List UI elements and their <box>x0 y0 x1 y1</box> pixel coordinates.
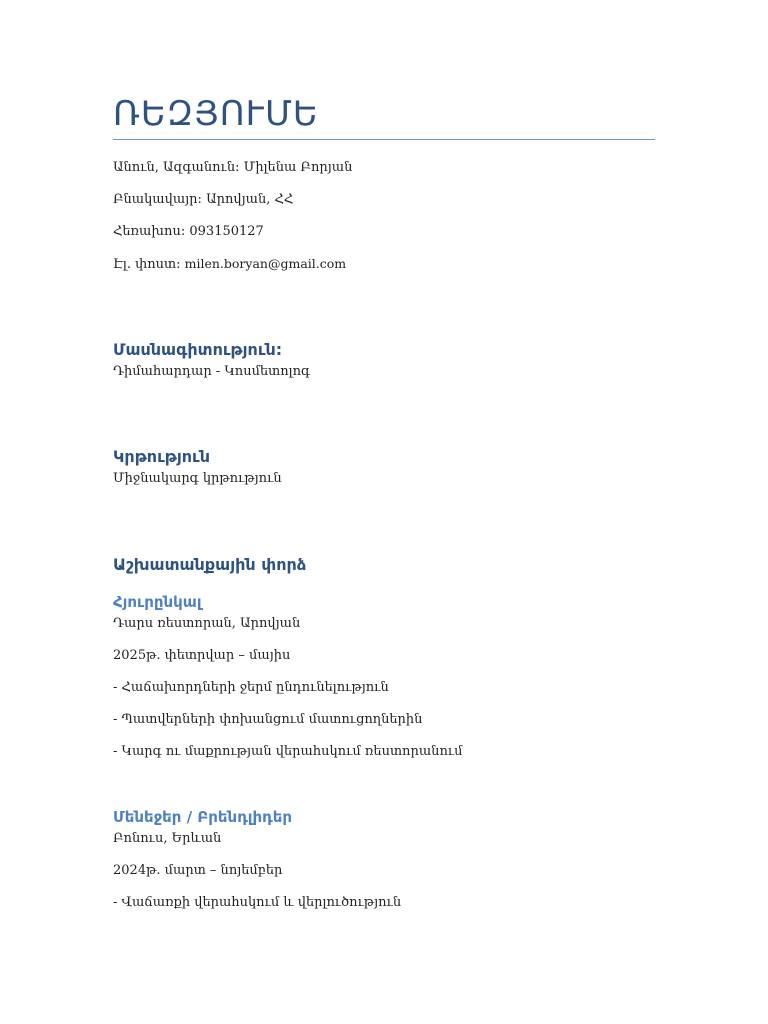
contact-email <box>113 255 346 274</box>
job-1-duty-2: - Պատվերների փոխանցում մատուցողներին <box>113 712 423 727</box>
contact-phone-label: Հեռախոս: <box>113 224 186 239</box>
job-2-company: Բոնուս, Երևան <box>113 831 222 846</box>
contact-residence <box>113 191 293 209</box>
job-1-position: Հյուրընկալ <box>113 593 202 611</box>
contact-residence-value: Արովյան, ՀՀ <box>206 192 294 207</box>
resume-title: ՌԵԶՅՈՒՄԵ <box>113 94 319 134</box>
title-divider <box>113 139 655 140</box>
job-1-company: Դարս ռեստորան, Արովյան <box>113 616 301 631</box>
profession-value: Դիմահարդար - Կոսմետոլոգ <box>113 364 311 379</box>
job-2-position: Մենեջեր / Բրենդլիդեր <box>113 808 292 826</box>
job-2-duty-1: - Վաճառքի վերահսկում և վերլուծություն <box>113 895 402 910</box>
contact-email-value: milen.boryan@gmail.com <box>184 256 347 271</box>
contact-phone-value: 093150127 <box>189 224 264 239</box>
contact-name-label: Անուն, Ազգանուն: <box>113 160 240 175</box>
profession-heading: Մասնագիտություն: <box>113 340 283 359</box>
contact-name <box>113 159 352 177</box>
experience-heading: Աշխատանքային փորձ <box>113 555 307 574</box>
contact-residence-label: Բնակավայր: <box>113 192 202 207</box>
job-1-duty-3: - Կարգ ու մաքրության վերահսկում ռեստորանում <box>113 744 463 759</box>
contact-phone <box>113 223 264 241</box>
education-heading: Կրթություն <box>113 447 210 466</box>
contact-name-value: Միլենա Բորյան <box>243 160 353 175</box>
education-value: Միջնակարգ կրթություն <box>113 471 282 486</box>
contact-email-label: Էլ. փոստ: <box>113 257 181 272</box>
job-1-period: 2025թ. փետրվար – մայիս <box>113 648 291 663</box>
job-1-duty-1: - Հաճախորդների ջերմ ընդունելություն <box>113 680 389 695</box>
job-2-period: 2024թ. մարտ – նոյեմբեր <box>113 863 283 878</box>
